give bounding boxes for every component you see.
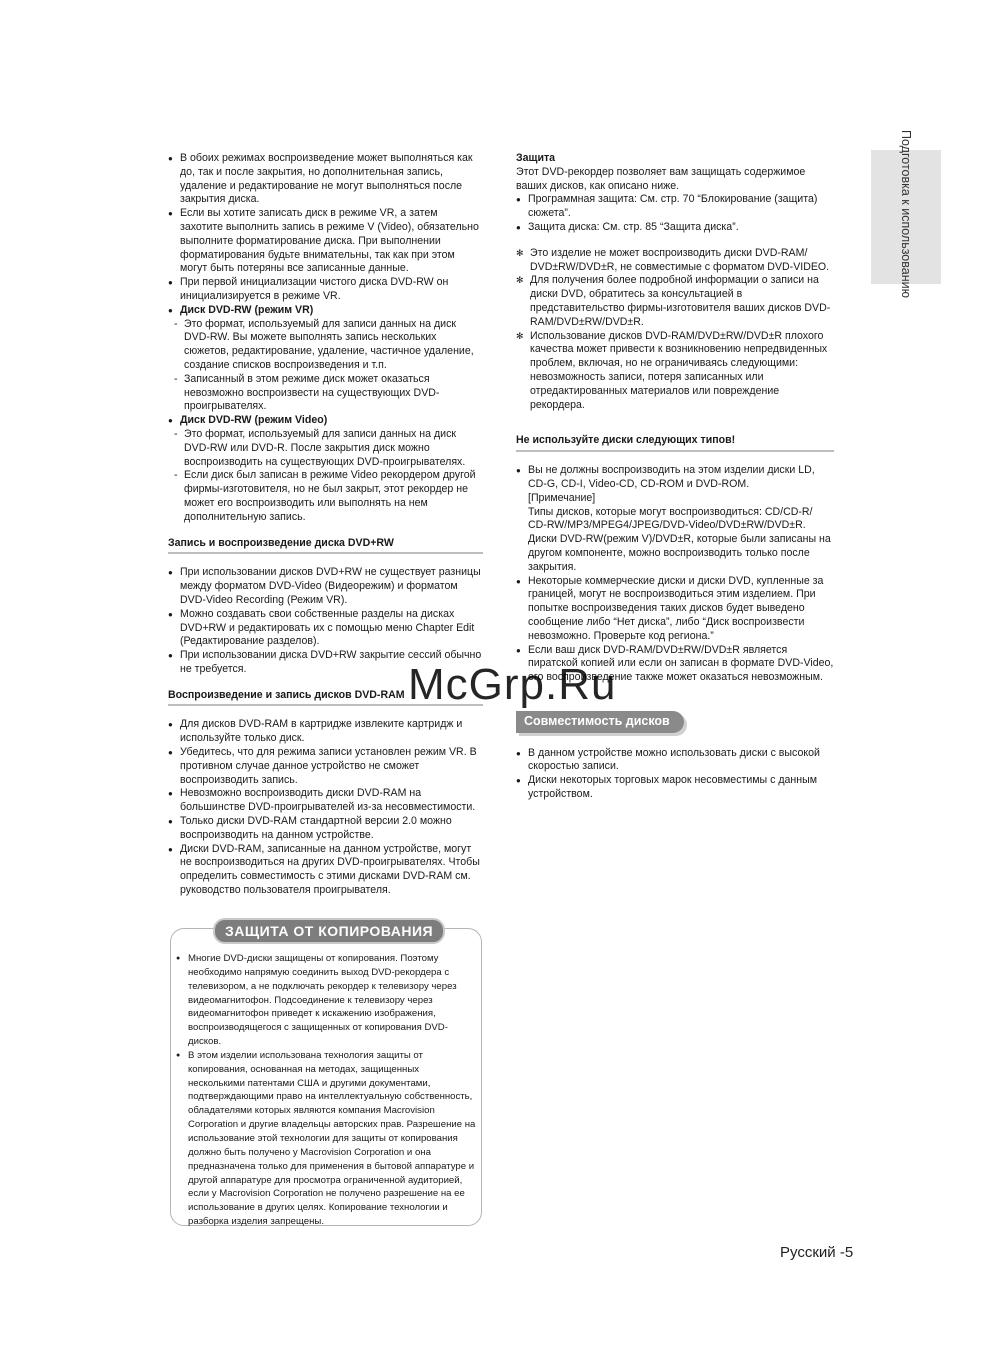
list-item: ● Если вы хотите записать диск в режиме VR, а затем захотите выполнить запись в режиме V (Video), обязательно выполните форматирование диска. При выполнении форматирования будьте внимательны, так как при этом могут быть потеряны все записанные данные. [168, 207, 483, 276]
section-tab-label: Подготовка к использованию [899, 130, 913, 298]
protection-heading: Защита [516, 152, 556, 164]
list-item: ● При первой инициализации чистого диска DVD-RW он инициализируется в режиме VR. [168, 276, 483, 304]
compat-heading: Совместимость дисков [516, 711, 684, 733]
do-not-use-heading: Не используйте диски следующих типов! [516, 434, 834, 452]
list-item: - Это формат, используемый для записи данных на диск DVD-RW. Вы можете выполнять запись нескольких сюжетов, редактирование, удаление, частичное удаление, создание списков воспроизведения и т.п. [168, 318, 483, 373]
dvdram-heading: Воспроизведение и запись дисков DVD-RAM [168, 689, 483, 707]
list-item: ● Только диски DVD-RAM стандартной версии 2.0 можно воспроизводить на данном устройстве. [168, 815, 483, 843]
list-item: ● В обоих режимах воспроизведение может выполняться как до, так и после закрытия, но дополнительная запись, удаление и редактирование не могут выполняться после закрытия диска. [168, 152, 483, 207]
list-item: - Это формат, используемый для записи данных на диск DVD-RW или DVD-R. После закрытия диск можно воспроизводить на существующих DVD-проигрывателях. [168, 428, 483, 469]
note-label: [Примечание] [528, 491, 596, 504]
dvdrw-plus-heading: Запись и воспроизведение диска DVD+RW [168, 537, 483, 555]
list-item: ● При использовании диска DVD+RW закрытие сессий обычно не требуется. [168, 649, 483, 677]
list-item: ● При использовании дисков DVD+RW не существует разницы между форматом DVD-Video (Видеорежим) и форматом DVD-Video Recording (Режим VR). [168, 566, 483, 607]
list-item: ● Невозможно воспроизводить диски DVD-RAM на большинстве DVD-проигрывателей из-за несовместимости. [168, 787, 483, 815]
list-item: ● Для дисков DVD-RAM в картридже извлеките картридж и используйте только диск. [168, 718, 483, 746]
list-item: ● Защита диска: См. стр. 85 “Защита диска”. [516, 221, 834, 235]
list-item: ● Некоторые коммерческие диски и диски DVD, купленные за границей, могут не воспроизводиться этим изделием. При попытке воспроизведения таких дисков будет выведено сообщение либо “Нет диска”, либо “Диск воспроизвести невозможно. Проверьте код региона.” [516, 575, 834, 644]
list-item: - Если диск был записан в режиме Video рекордером другой фирмы-изготовителя, но не был закрыт, этот рекордер не может его воспроизводить или выполнять на нем дополнительную запись. [168, 469, 483, 524]
list-item: ● Убедитесь, что для режима записи установлен режим VR. В противном случае данное устройство не сможет воспроизводить запись. [168, 746, 483, 787]
list-item: - Записанный в этом режиме диск может оказаться невозможно воспроизвести на существующих DVD-проигрывателях. [168, 373, 483, 414]
left-column [168, 152, 483, 898]
list-item: ● Многие DVD-диски защищены от копирования. Поэтому необходимо напрямую соединить выход DVD-рекордера с телевизором, а не подключать рекордер к телевизору через видеомагнитофон. Подсоединение к телевизору через видеомагнитофон приведет к искажению изображения, воспроизводящегося с защищенных от копирования DVD-дисков. [176, 952, 476, 1049]
note-text: Типы дисков, которые могут воспроизводиться: CD/CD-R/ CD-RW/MP3/MPEG4/JPEG/DVD-Video/DVD±RW/DVD±R. Диски DVD-RW(режим V)/DVD±R, которые были записаны на другом компоненте, можно воспроизводить только после закрытия. [528, 505, 831, 573]
video-mode-heading: ● Диск DVD-RW (режим Video) [168, 414, 483, 428]
copy-protection-text [176, 952, 476, 1229]
list-item: ● Программная защита: См. стр. 70 “Блокирование (защита) сюжета”. [516, 193, 834, 221]
copy-protection-title: ЗАЩИТА ОТ КОПИРОВАНИЯ [213, 918, 445, 944]
watermark: McGrp.Ru [408, 660, 617, 709]
list-item: ● В этом изделии использована технология защиты от копирования, основанная на методах, защищенных несколькими патентами США и другими документами, подтверждающими право на интеллектуальную собственность, обладателями которых являются компания Macrovision Corporation и другие владельцы авторских прав. Разрешение на использование этой технологии для защиты от копирования должно быть получено у Macrovision Corporation и она предназначена только для применения в бытовой аппаратуре и другой аппаратуре для просмотра ограниченной аудиторией, если у Macrovision Corporation не получено разрешение на ее использование в других целях. Копирование технологии и разборка изделия запрещены. [176, 1049, 476, 1229]
page-number: Русский -5 [780, 1244, 854, 1261]
list-item: ● Можно создавать свои собственные разделы на дисках DVD+RW и редактировать их с помощью меню Chapter Edit (Редактирование разделов). [168, 608, 483, 649]
list-item: ● Диски DVD-RAM, записанные на данном устройстве, могут не воспроизводиться на других DVD-проигрывателях. Чтобы определить совместимость с этими дисками DVD-RAM см. руководство пользователя проигрывателя. [168, 843, 483, 898]
note-item: ✻ Для получения более подробной информации о записи на диски DVD, обратитесь за консультацией в представительство фирмы-изготовителя ваших дисков DVD-RAM/DVD±RW/DVD±R. [516, 274, 834, 329]
list-item: ● В данном устройстве можно использовать диски с высокой скоростью записи. [516, 747, 834, 775]
note-item: ✻ Использование дисков DVD-RAM/DVD±RW/DVD±R плохого качества может привести к возникновению непредвиденных проблем, включая, но не ограничиваясь следующими: невозможность записи, потеря записанных или отредактированных материалов или повреждение рекордера. [516, 330, 834, 413]
list-item: ● Диски некоторых торговых марок несовместимы с данным устройством. [516, 774, 834, 802]
protection-intro: Этот DVD-рекордер позволяет вам защищать содержимое ваших дисков, как описано ниже. [516, 165, 806, 192]
list-item: ● Вы не должны воспроизводить на этом изделии диски LD, CD-G, CD-I, Video-CD, CD-ROM и DVD-ROM. [516, 464, 834, 492]
vr-mode-heading: ● Диск DVD-RW (режим VR) [168, 304, 483, 318]
list-item: ● Если ваш диск DVD-RAM/DVD±RW/DVD±R является пиратской копией или если он записан в формате DVD-Video, его воспроизведение также может оказаться невозможным. [516, 644, 834, 685]
note-item: ✻ Это изделие не может воспроизводить диски DVD-RAM/ DVD±RW/DVD±R, не совместимые с форматом DVD-VIDEO. [516, 247, 834, 275]
